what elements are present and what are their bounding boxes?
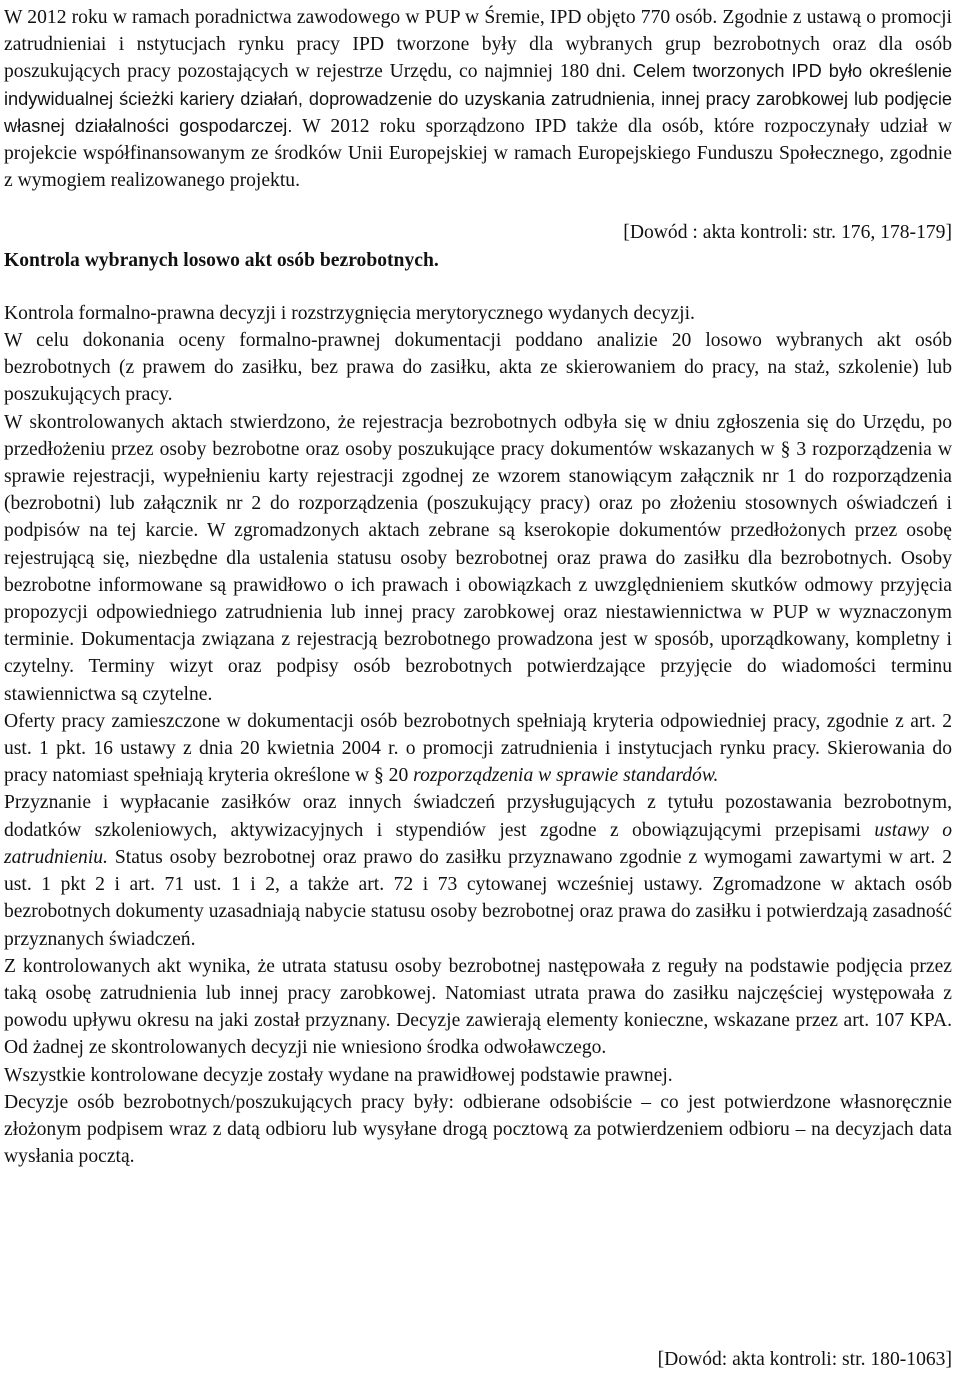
body-paragraph-4	[4, 708, 952, 790]
body-paragraph-7: Wszystkie kontrolowane decyzje zostały wydane na prawidłowej podstawie prawnej.	[4, 1064, 673, 1086]
subheading: Kontrola formalno-prawna decyzji i rozstrzygnięcia merytorycznego wydanych decyzji.	[4, 302, 695, 324]
body-paragraph-5	[4, 789, 952, 952]
section-heading: Kontrola wybranych losowo akt osób bezrobotnych.	[4, 249, 439, 271]
p5-italic: ustawy o zatrudnieniu.	[4, 819, 953, 868]
proof-reference-2: [Dowód: akta kontroli: str. 180-1063]	[657, 1348, 952, 1370]
body-paragraph-2: W celu dokonania oceny formalno-prawnej dokumentacji poddano analizie 20 losowo wybranych akt osób bezrobotnych (z prawem do zasiłku, bez prawa do zasiłku, akta ze skierowaniem do pracy, na staż, szkolenie) lub poszukujących pracy.	[4, 330, 952, 406]
p4-text: Oferty pracy zamieszczone w dokumentacji osób bezrobotnych spełniają kryteria odpowiedniej pracy, zgodnie z art. 2 ust. 1 pkt. 16 ustawy z dnia 20 kwietnia 2004 r. o promocji zatrudnienia i instytucjach rynku pracy. Skierowania do pracy natomiast spełniają kryteria określone w § 20	[4, 710, 952, 787]
intro-sentence-2: Celem tworzonych IPD było określenie indywidualnej ścieżki kariery działań, doprowadzenie do uzyskania zatrudnienia, innej pracy zarobkowej lub podjęcie własnej działalności gospodarczej.	[4, 61, 953, 136]
intro-sentence-1: W 2012 roku w ramach poradnictwa zawodowego w PUP w Śremie, IPD objęto 770 osób. Zgodnie z ustawą o promocji zatrudnieniai i nstytucjach rynku pracy IPD tworzone były dla wybranych grup bezrobotnych oraz dla osób poszukujących pracy pozostających w rejestrze Urzędu, co najmniej 180 dni.	[4, 7, 952, 83]
p4-italic: rozporządzenia w sprawie standardów.	[413, 765, 719, 787]
body-paragraph-3: W skontrolowanych aktach stwierdzono, że rejestracja bezrobotnych odbyła się w dniu zgłoszenia się do Urzędu, po przedłożeniu przez osoby bezrobotne oraz osoby poszukujące pracy dokumentów wskazanych w § 3 rozporządzenia w sprawie rejestracji, wypełnieniu karty rejestracji zgodnej ze wzorem stanowiącym załącznik nr 1 do rozporządzenia (bezrobotni) lub załącznik nr 2 do rozporządzenia (poszukujący pracy) oraz po złożeniu stosownych oświadczeń i podpisów na tej karcie. W zgromadzonych aktach zebrane są kserokopie dokumentów przedłożonych przez osobę rejestrującą się, niezbędne dla ustalenia statusu osoby bezrobotnej oraz prawa do zasiłku dla bezrobotnych. Osoby bezrobotne informowane są prawidłowo o ich prawach i obowiązkach z uwzględnieniem skutków odmowy przyjęcia propozycji odpowiedniego zatrudnienia lub innej pracy zarobkowej oraz niestawiennictwa w PUP w wyznaczonym terminie. Dokumentacja związana z rejestracją bezrobotnego prowadzona jest w sposób, uporządkowany, kompletny i czytelny. Terminy wizyt oraz podpisy osób bezrobotnych potwierdzające przyjęcie do wiadomości terminu stawiennictwa są czytelne.	[4, 411, 952, 705]
body-paragraph-8: Decyzje osób bezrobotnych/poszukujących pracy były: odbierane odsobiście – co jest potwierdzone własnoręcznie złożonym podpisem wraz z datą odbioru lub wysyłane drogą pocztową za potwierdzeniem odbioru – na decyzjach data wysłania pocztą.	[4, 1091, 952, 1168]
p5-text-a: Przyznanie i wypłacanie zasiłków oraz innych świadczeń przysługujących z tytułu pozostawania bezrobotnym, dodatków szkoleniowych, aktywizacyjnych i stypendiów jest zgodne z obowiązującymi przepisami	[4, 792, 952, 841]
intro-paragraph	[4, 4, 952, 194]
body-paragraph-6: Z kontrolowanych akt wynika, że utrata statusu osoby bezrobotnej następowała z reguły na podstawie podjęcia przez taką osobę zatrudnienia lub innej pracy zarobkowej. Natomiast utrata prawa do zasiłku najczęściej występowała z powodu upływu okresu na jaki został przyznany. Decyzje zawierają elementy konieczne, wskazane przez art. 107 KPA. Od żadnej ze skontrolowanych decyzji nie wniesiono środka odwoławczego.	[4, 955, 952, 1059]
proof-reference-1: [Dowód : akta kontroli: str. 176, 178-179]	[623, 222, 952, 244]
intro-sentence-3: W 2012 roku sporządzono IPD także dla osób, które rozpoczynały udział w projekcie współfinansowanym ze środków Unii Europejskiej w ramach Europejskiego Funduszu Społecznego, zgodnie z wymogiem realizowanego projektu.	[4, 115, 952, 192]
p5-text-c: Status osoby bezrobotnej oraz prawo do zasiłku przyznawano zgodnie z wymogami zawartymi w art. 2 ust. 1 pkt 2 i art. 71 ust. 1 i 2, a także art. 72 i 73 cytowanej wcześniej ustawy. Zgromadzone w aktach osób bezrobotnych dokumenty uzasadniają nabycie statusu osoby bezrobotnej oraz prawa do zasiłku i potwierdzają zasadność przyznanych świadczeń.	[4, 846, 952, 950]
